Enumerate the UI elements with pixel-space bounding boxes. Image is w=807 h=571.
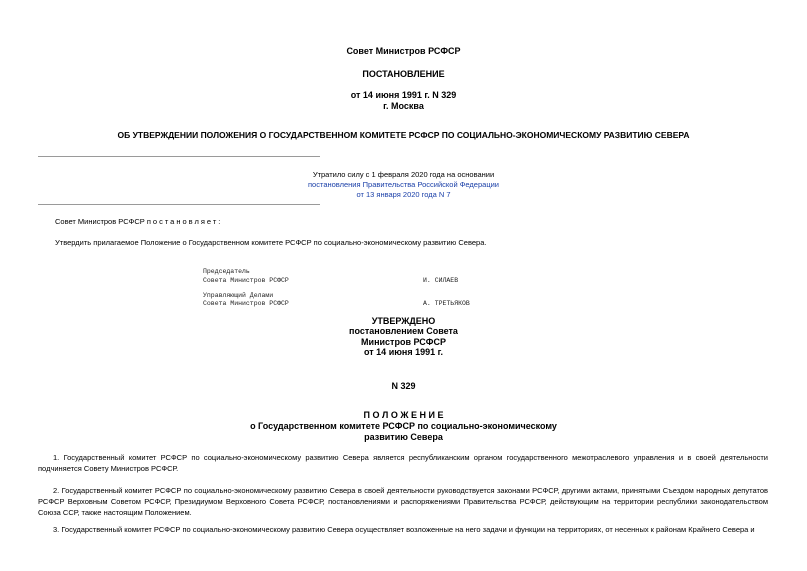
chair-name: И. СИЛАЕВ [423,277,459,284]
document-title: ОБ УТВЕРЖДЕНИИ ПОЛОЖЕНИЯ О ГОСУДАРСТВЕННОМ КОМИТЕТЕ РСФСР ПО СОЦИАЛЬНО-ЭКОНОМИЧЕСКОМУ РАЗВИТИЮ СЕВЕРА [117,130,690,140]
approval-line-2: постановлением Совета [349,326,458,336]
divider-top [38,156,320,157]
manager-name: А. ТРЕТЬЯКОВ [423,300,470,307]
decree-prefix: Совет Министров РСФСР [55,217,147,226]
regulation-subtitle-1: о Государственном комитете РСФСР по социально-экономическому [250,421,557,431]
paragraph-3: 3. Государственный комитет РСФСР по социально-экономическому развитию Севера осуществляет возложенные на него задачи и функции на территориях, от несенных к районам Крайнего Севера и [53,525,755,534]
approval-line-3: Министров РСФСР [361,337,446,347]
manager-title-1: Управляющий Делами [203,292,274,299]
doc-type: ПОСТАНОВЛЕНИЕ [362,69,445,79]
paragraph-1: 1. Государственный комитет РСФСР по социально-экономическому развитию Севера является республиканским органом государственного межотраслевого управления и в своей деятельности подчиняется Совету Министров РСФСР. [38,453,768,473]
notice-link-2[interactable]: от 13 января 2020 года N 7 [356,190,451,199]
approval-line-1: УТВЕРЖДЕНО [371,316,436,326]
regulation-heading: П О Л О Ж Е Н И Е [363,410,444,420]
manager-title-2: Совета Министров РСФСР [203,300,289,307]
notice-text: Утратило силу с 1 февраля 2020 года на основании [312,170,495,179]
regulation-subtitle-2: развитию Севера [364,432,443,442]
chair-title-2: Совета Министров РСФСР [203,277,289,284]
approval-line-4: от 14 июня 1991 г. [364,347,443,357]
issuer: Совет Министров РСФСР [346,46,461,56]
decree-spaced: постановляет: [146,217,223,226]
divider-bottom [38,204,320,205]
notice-link-1[interactable]: постановления Правительства Российской Федерации [307,180,499,189]
approval-number: N 329 [391,381,416,391]
chair-title-1: Председатель [203,268,250,275]
date-number: от 14 июня 1991 г. N 329 [350,90,457,100]
paragraph-2: 2. Государственный комитет РСФСР по социально-экономическому развитию Севера в своей деятельности руководствуется законами РСФСР, другими актами, принятыми Съездом народных депутатов РСФСР Верховным Советом РСФСР, Президиумом Верховного Совета РСФСР, постановлениями и распоряжениями Правительства РСФСР, действующим на территории республики законодательством Союза ССР, также настоящим Положением. [38,486,768,517]
decree-line [55,217,222,227]
city: г. Москва [383,101,424,111]
approve-text: Утвердить прилагаемое Положение о Государственном комитете РСФСР по социально-экономическому развитию Севера. [55,238,487,247]
